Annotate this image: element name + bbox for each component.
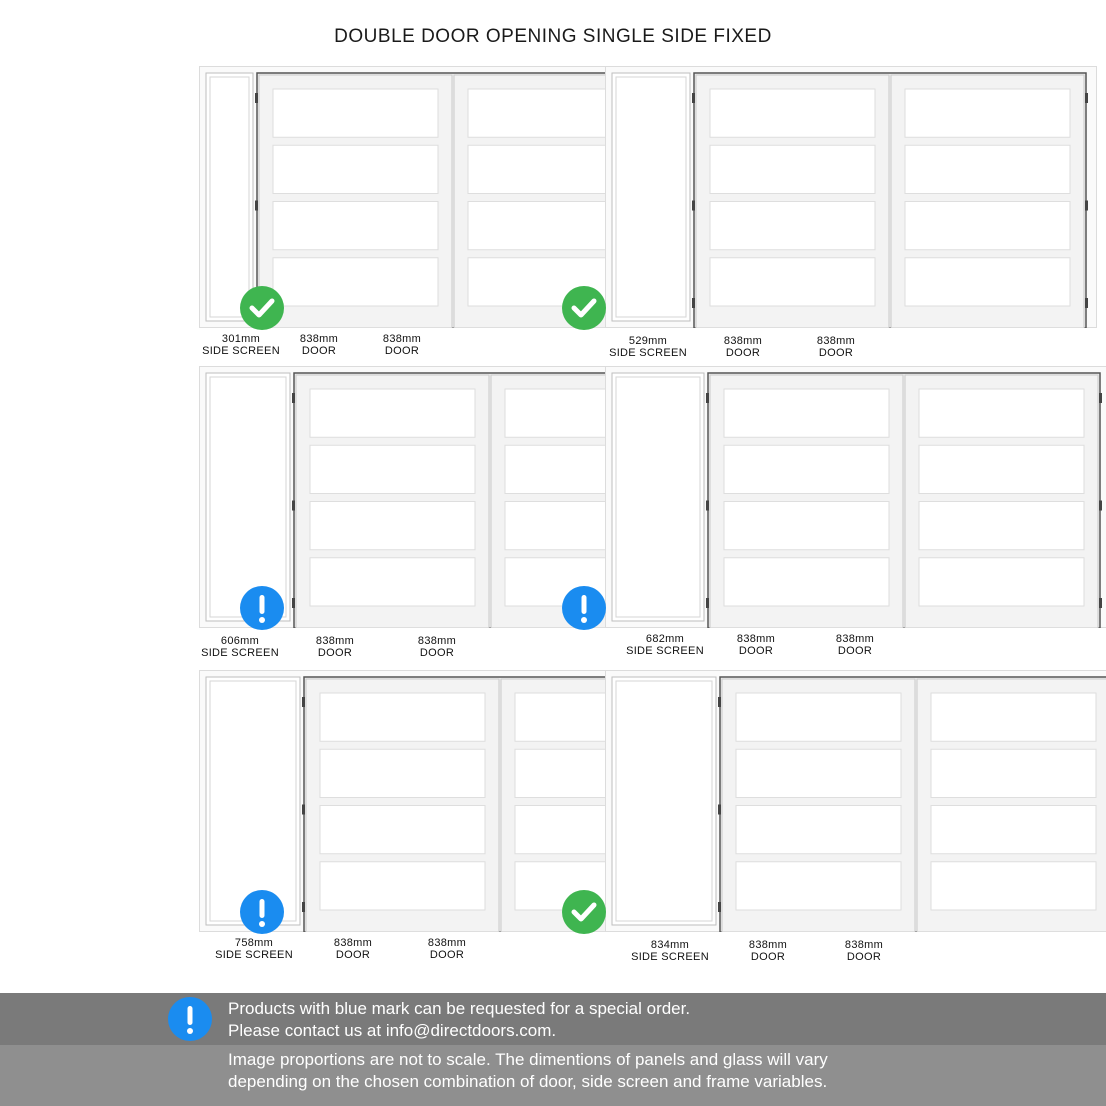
door-right-label-caption: DOOR — [846, 951, 882, 963]
door-right-label-size: 838mm — [835, 633, 875, 645]
footer-line-2: Please contact us at info@directdoors.com. — [228, 1021, 557, 1040]
glass-pane — [736, 806, 901, 854]
page-title: DOUBLE DOOR OPENING SINGLE SIDE FIXED — [334, 26, 772, 47]
exclamation-icon — [562, 586, 606, 630]
glass-pane — [320, 749, 485, 797]
side-screen-panel — [612, 73, 690, 321]
hinge-left — [255, 93, 258, 103]
hinge-left — [692, 93, 695, 103]
side-screen-label-size: 301mm — [221, 333, 261, 345]
side-screen-panel — [206, 677, 300, 925]
glass-pane — [310, 445, 475, 493]
side-screen-label-size: 682mm — [645, 633, 685, 645]
hinge-left — [718, 697, 721, 707]
door-leaf-left — [722, 679, 915, 932]
glass-pane — [310, 558, 475, 606]
check-icon — [562, 890, 606, 934]
door-leaf-left — [306, 679, 499, 932]
glass-pane — [710, 202, 875, 250]
door-right-label — [387, 937, 507, 961]
door-right-label — [804, 939, 924, 963]
side-screen-label-size: 834mm — [650, 939, 690, 951]
door-right-label — [795, 633, 915, 657]
glass-pane — [710, 145, 875, 193]
side-screen-label-caption: SIDE SCREEN — [215, 949, 293, 961]
door-leaf-left — [259, 75, 452, 328]
side-screen-label-caption: SIDE SCREEN — [609, 347, 687, 359]
glass-pane — [736, 749, 901, 797]
glass-pane — [273, 202, 438, 250]
door-left-label-caption: DOOR — [335, 949, 371, 961]
door-leaf-left — [710, 375, 903, 628]
hinge-left — [292, 501, 295, 511]
glass-pane — [905, 202, 1070, 250]
glass-pane — [931, 806, 1096, 854]
door-right-label-size: 838mm — [427, 937, 467, 949]
glass-pane — [273, 145, 438, 193]
door-leaf-left — [696, 75, 889, 328]
door-left-label-caption: DOOR — [725, 347, 761, 359]
side-screen-label-size: 606mm — [220, 635, 260, 647]
glass-pane — [919, 502, 1084, 550]
footer-line-3: Image proportions are not to scale. The dimentions of panels and glass will vary — [228, 1050, 828, 1069]
door-diagram — [605, 66, 1097, 328]
glass-pane — [736, 693, 901, 741]
door-right-label-size: 838mm — [417, 635, 457, 647]
glass-pane — [931, 749, 1096, 797]
door-left-label-caption: DOOR — [738, 645, 774, 657]
glass-pane — [310, 502, 475, 550]
hinge-right — [1099, 598, 1102, 608]
hinge-left — [718, 805, 721, 815]
exclamation-icon — [168, 997, 212, 1041]
footer-line-4: depending on the chosen combination of door, side screen and frame variables. — [228, 1072, 828, 1091]
hinge-left — [302, 902, 305, 912]
hinge-left — [706, 501, 709, 511]
side-screen-label-caption: SIDE SCREEN — [202, 345, 280, 357]
glass-pane — [931, 862, 1096, 910]
hinge-right — [1085, 201, 1088, 211]
door-right-label — [776, 335, 896, 359]
glass-pane — [919, 445, 1084, 493]
glass-pane — [905, 258, 1070, 306]
door-right-label-size: 838mm — [844, 939, 884, 951]
configuration-c4 — [605, 366, 1106, 628]
door-leaf-left — [296, 375, 489, 628]
hinge-right — [1099, 501, 1102, 511]
glass-pane — [710, 89, 875, 137]
hinge-left — [302, 697, 305, 707]
door-leaf-right — [891, 75, 1084, 328]
door-right-label — [377, 635, 497, 659]
door-right-label-size: 838mm — [816, 335, 856, 347]
door-right-label-caption: DOOR — [429, 949, 465, 961]
door-right-label-size: 838mm — [382, 333, 422, 345]
configuration-c6 — [605, 670, 1106, 932]
glass-pane — [320, 806, 485, 854]
door-diagram — [605, 670, 1106, 932]
glass-pane — [320, 693, 485, 741]
hinge-left — [692, 201, 695, 211]
door-right-label — [342, 333, 462, 357]
glass-pane — [931, 693, 1096, 741]
glass-pane — [320, 862, 485, 910]
door-left-label-size: 838mm — [748, 939, 788, 951]
side-screen-panel — [612, 677, 716, 925]
configuration-c2 — [605, 66, 1097, 328]
hinge-left — [718, 902, 721, 912]
door-left-label-caption: DOOR — [750, 951, 786, 963]
hinge-right — [1099, 393, 1102, 403]
hinge-left — [706, 393, 709, 403]
side-screen-label-size: 529mm — [628, 335, 668, 347]
door-leaf-right — [917, 679, 1106, 932]
check-icon — [240, 286, 284, 330]
side-screen-label-caption: SIDE SCREEN — [626, 645, 704, 657]
side-screen-panel — [612, 373, 704, 621]
hinge-left — [692, 298, 695, 308]
hinge-right — [1085, 298, 1088, 308]
glass-pane — [724, 389, 889, 437]
side-screen-panel — [206, 373, 290, 621]
footer-line-1: Products with blue mark can be requested for a special order. — [228, 999, 691, 1018]
door-diagram — [605, 366, 1106, 628]
door-right-label-caption: DOOR — [818, 347, 854, 359]
glass-pane — [273, 89, 438, 137]
door-left-label-size: 838mm — [723, 335, 763, 347]
door-left-label-caption: DOOR — [317, 647, 353, 659]
door-left-label-size: 838mm — [736, 633, 776, 645]
door-right-label-caption: DOOR — [837, 645, 873, 657]
glass-pane — [919, 389, 1084, 437]
hinge-right — [1085, 93, 1088, 103]
glass-pane — [905, 145, 1070, 193]
door-left-label-size: 838mm — [315, 635, 355, 647]
glass-pane — [273, 258, 438, 306]
side-screen-label-caption: SIDE SCREEN — [201, 647, 279, 659]
glass-pane — [724, 502, 889, 550]
glass-pane — [724, 558, 889, 606]
door-right-label-caption: DOOR — [419, 647, 455, 659]
door-leaf-right — [905, 375, 1098, 628]
exclamation-icon — [240, 890, 284, 934]
side-screen-label-size: 758mm — [234, 937, 274, 949]
door-right-label-caption: DOOR — [384, 345, 420, 357]
hinge-left — [706, 598, 709, 608]
door-left-label-size: 838mm — [299, 333, 339, 345]
exclamation-icon — [240, 586, 284, 630]
glass-pane — [724, 445, 889, 493]
door-left-label-caption: DOOR — [301, 345, 337, 357]
hinge-left — [255, 201, 258, 211]
glass-pane — [710, 258, 875, 306]
hinge-left — [292, 598, 295, 608]
check-icon — [562, 286, 606, 330]
glass-pane — [736, 862, 901, 910]
side-screen-panel — [206, 73, 253, 321]
door-left-label-size: 838mm — [333, 937, 373, 949]
hinge-left — [302, 805, 305, 815]
glass-pane — [919, 558, 1084, 606]
glass-pane — [310, 389, 475, 437]
glass-pane — [905, 89, 1070, 137]
side-screen-label-caption: SIDE SCREEN — [631, 951, 709, 963]
hinge-left — [292, 393, 295, 403]
